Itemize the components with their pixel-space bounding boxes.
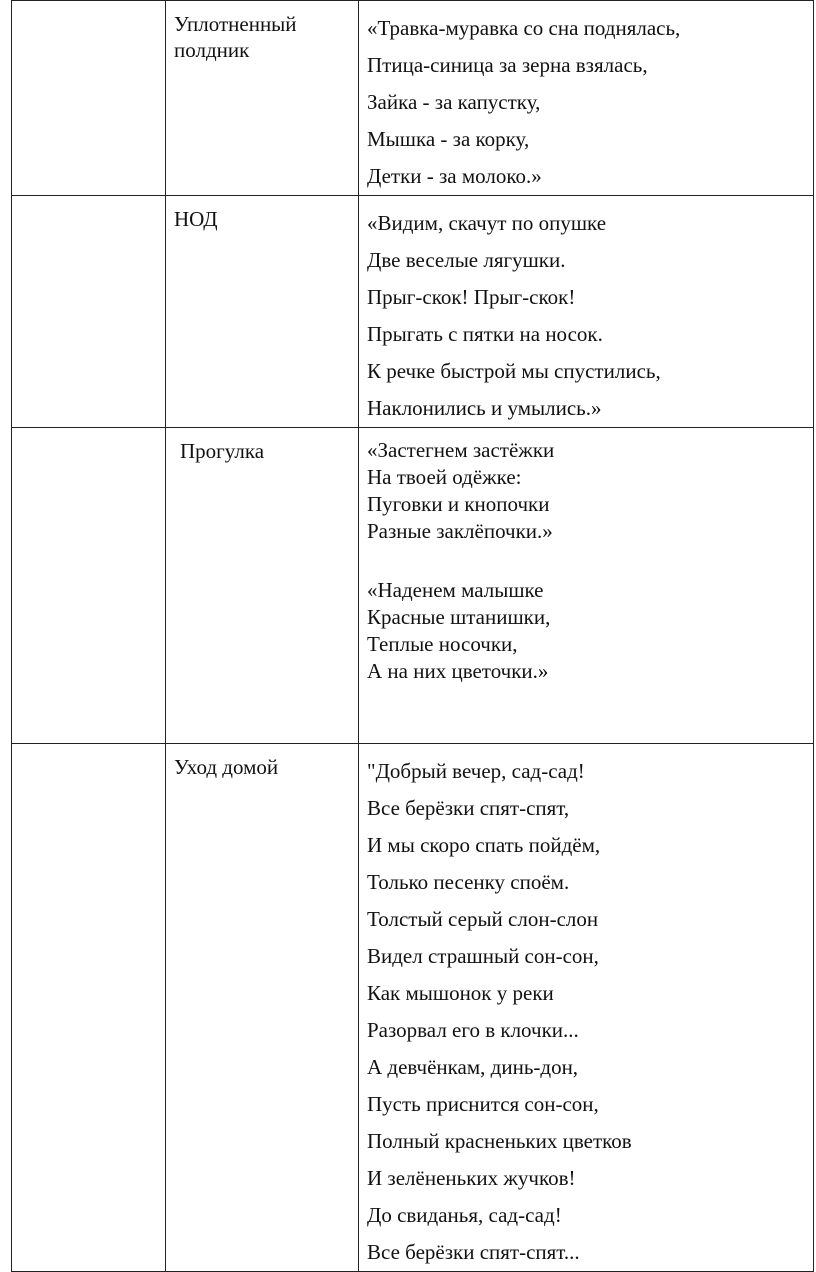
verse-line: Красные штанишки, xyxy=(367,605,551,629)
verse-line: Как мышонок у реки xyxy=(367,981,554,1005)
verse-line: Птица-синица за зерна взялась, xyxy=(367,53,648,77)
verse-line: Только песенку споём. xyxy=(367,870,570,894)
verse-line: Мышка - за корку, xyxy=(367,127,530,151)
empty-cell xyxy=(12,744,166,1272)
verse-line: И зелёненьких жучков! xyxy=(367,1166,576,1190)
verse-line: Пусть приснится сон-сон, xyxy=(367,1092,599,1116)
verse-line: «Наденем малышке xyxy=(367,578,544,602)
verse-cell xyxy=(359,196,814,428)
table-row xyxy=(12,196,814,428)
verse-line: Детки - за молоко.» xyxy=(367,164,542,188)
verse-line: И мы скоро спать пойдём, xyxy=(367,833,601,857)
verse-cell xyxy=(359,1,814,196)
verse-line: Все берёзки спят-спят, xyxy=(367,796,570,820)
empty-cell xyxy=(12,428,166,744)
verse-line: «Видим, скачут по опушке xyxy=(367,211,607,235)
verse-line: Все берёзки спят-спят... xyxy=(367,1240,580,1264)
verse xyxy=(359,1,813,195)
stage-cell xyxy=(166,428,359,744)
verse-line: Толстый серый слон-слон xyxy=(367,907,599,931)
verse-cell xyxy=(359,428,814,744)
verse-line: К речке быстрой мы спустились, xyxy=(367,359,661,383)
verse-line: Видел страшный сон-сон, xyxy=(367,944,599,968)
verse-line: А на них цветочки.» xyxy=(367,659,549,683)
verse-line: Наклонились и умылись.» xyxy=(367,396,602,420)
verse xyxy=(359,744,813,1271)
verse-line: «Застегнем застёжки xyxy=(367,438,555,462)
empty-cell xyxy=(12,1,166,196)
verse-line: А девчёнкам, динь-дон, xyxy=(367,1055,579,1079)
stage-label: Уплотненный полдник xyxy=(174,12,297,62)
verse-line: Прыг-скок! Прыг-скок! xyxy=(367,285,576,309)
verse-cell xyxy=(359,744,814,1272)
table-row xyxy=(12,744,814,1272)
verse xyxy=(359,428,813,685)
stage-cell xyxy=(166,744,359,1272)
stage-cell xyxy=(166,1,359,196)
verse-line: Разорвал его в клочки... xyxy=(367,1018,579,1042)
verse-line: Две веселые лягушки. xyxy=(367,248,566,272)
stage-label: Уход домой xyxy=(174,755,279,779)
verse-line: Пуговки и кнопочки xyxy=(367,492,550,516)
verse-line: Теплые носочки, xyxy=(367,632,518,656)
verse-line: На твоей одёжке: xyxy=(367,465,522,489)
verse-line: «Травка-муравка со сна поднялась, xyxy=(367,16,681,40)
verse-line: Разные заклёпочки.» xyxy=(367,519,553,543)
stage-label: НОД xyxy=(174,207,218,231)
empty-cell xyxy=(12,196,166,428)
verse-line: Прыгать с пятки на носок. xyxy=(367,322,603,346)
verse xyxy=(359,196,813,427)
verse-line: "Добрый вечер, сад-сад! xyxy=(367,759,585,783)
verse-line: Полный красненьких цветков xyxy=(367,1129,632,1153)
schedule-table xyxy=(11,0,814,1272)
stage-label: Прогулка xyxy=(180,439,265,463)
table-row xyxy=(12,428,814,744)
verse-line: До свиданья, сад-сад! xyxy=(367,1203,562,1227)
stanza-gap xyxy=(367,545,813,577)
stage-cell xyxy=(166,196,359,428)
verse-line: Зайка - за капустку, xyxy=(367,90,541,114)
table-row xyxy=(12,1,814,196)
